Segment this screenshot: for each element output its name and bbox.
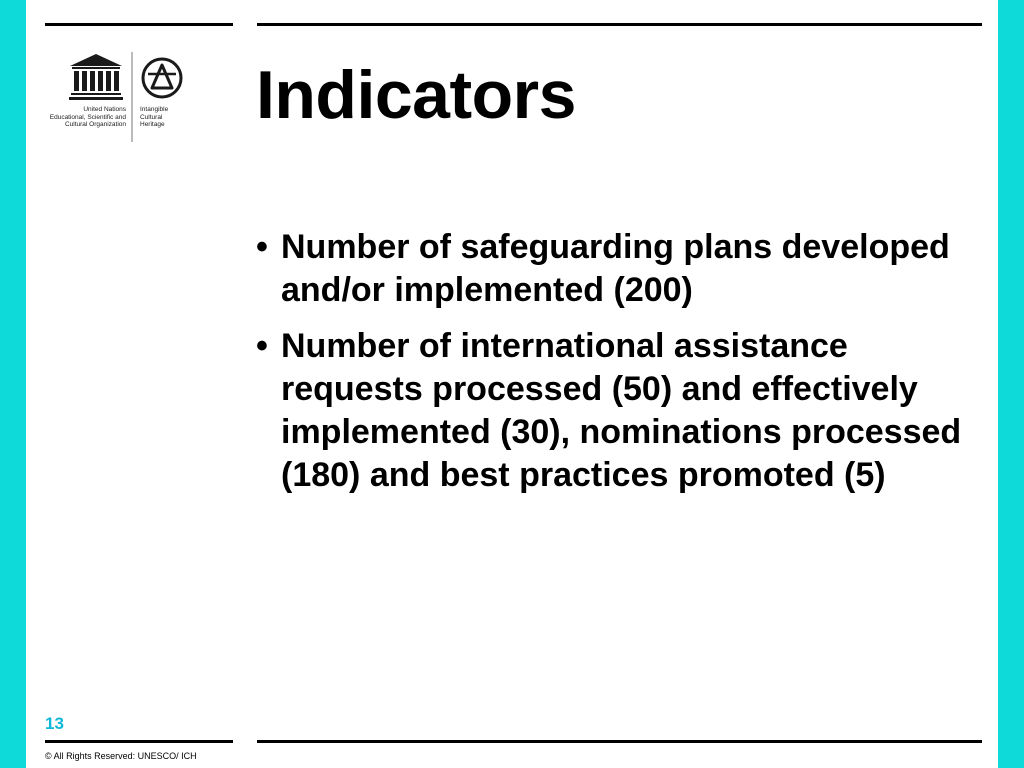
top-left-rule bbox=[45, 23, 233, 26]
bottom-left-rule bbox=[45, 740, 233, 743]
unesco-ich-logo bbox=[44, 50, 194, 142]
bullet-icon: • bbox=[256, 228, 268, 266]
ich-name-text: Intangible Cultural Heritage bbox=[140, 106, 169, 128]
unesco-name-text: United Nations Educational, Scientific and Cultural Organization bbox=[49, 106, 126, 128]
bullet-item bbox=[256, 226, 991, 312]
top-right-rule bbox=[257, 23, 982, 26]
bullet-icon: • bbox=[256, 327, 268, 365]
copyright-footer: © All Rights Reserved: UNESCO/ ICH bbox=[45, 751, 197, 761]
bottom-right-rule bbox=[257, 740, 982, 743]
bullet-text: Number of international assistance requests processed (50) and effectively implemented (30), nominations processed (180) and best practices promoted (5) bbox=[281, 327, 962, 494]
bullet-list bbox=[256, 226, 991, 510]
page-number: 13 bbox=[45, 714, 64, 733]
left-accent-bar bbox=[0, 0, 26, 768]
bullet-text: Number of safeguarding plans developed and/or implemented (200) bbox=[281, 228, 950, 309]
right-accent-bar bbox=[998, 0, 1024, 768]
bullet-item bbox=[256, 325, 991, 497]
slide-title: Indicators bbox=[256, 57, 576, 133]
